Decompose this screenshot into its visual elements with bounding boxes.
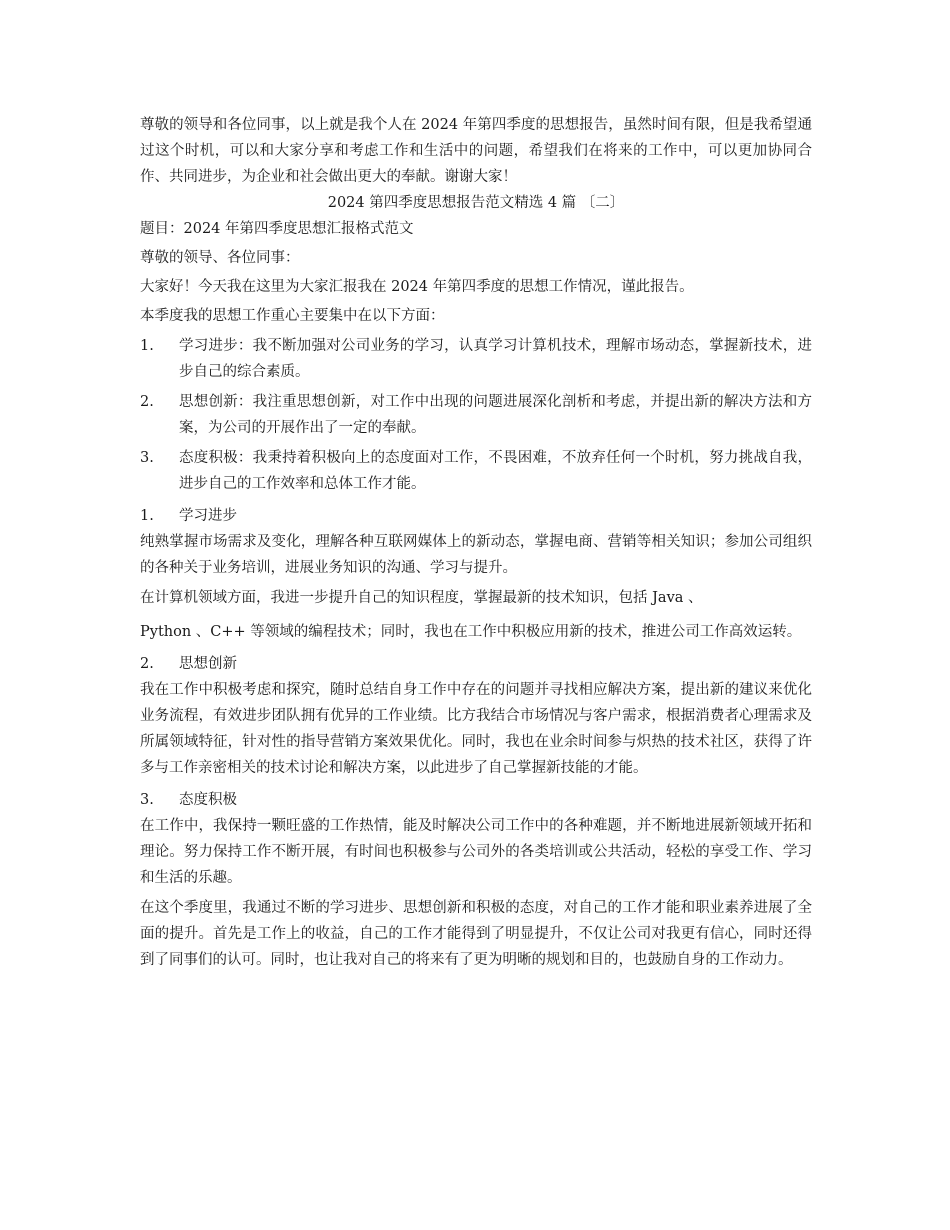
topic-line: 题目：2024 年第四季度思想汇报格式范文 [140, 221, 414, 237]
list-item-text: 学习进步：我不断加强对公司业务的学习，认真学习计算机技术，理解市场动态，掌握新技术，进步自己的综合素质。 [179, 338, 812, 380]
closing-paragraph: 尊敬的领导和各位同事，以上就是我个人在 2024 年第四季度的思想报告，虽然时间有限，但是我希望通过这个时机，可以和大家分享和考虑工作和生活中的问题，希望我们在将来的工作中，可以更加协同合作、共同进步，为企业和社会做出更大的奉献。谢谢大家！ [140, 117, 812, 185]
list-item-number: 1. [140, 338, 154, 354]
section-paragraph: 在计算机领域方面，我进一步提升自己的知识程度，掌握最新的技术知识，包括 Java 、 [140, 590, 703, 606]
section-paragraph: 在这个季度里，我通过不断的学习进步、思想创新和积极的态度，对自己的工作才能和职业素养进展了全面的提升。首先是工作上的收益，自己的工作才能得到了明显提升，不仅让公司对我更有信心，同时还得到了同事们的认可。同时，也让我对自己的将来有了更为明晰的规划和目的，也鼓励自身的工作动力。 [140, 900, 812, 968]
section-paragraph: 在工作中，我保持一颗旺盛的工作热情，能及时解决公司工作中的各种难题，并不断地进展新领域开拓和理论。努力保持工作不断开展，有时间也积极参与公司外的各类培训或公共活动，轻松的享受工作、学习和生活的乐趣。 [140, 818, 812, 886]
section-heading [140, 651, 812, 677]
focus-list [140, 333, 812, 497]
section-paragraph: Python 、C++ 等领域的编程技术；同时，我也在工作中积极应用新的技术，推进公司工作高效运转。 [140, 624, 802, 640]
list-item-text: 思想创新：我注重思想创新，对工作中出现的问题进展深化剖析和考虑，并提出新的解决方法和方案，为公司的开展作出了一定的奉献。 [179, 394, 812, 436]
list-item [140, 445, 812, 497]
section-title: 2024 第四季度思想报告范文精选 4 篇 〔二〕 [327, 195, 625, 211]
greeting: 大家好！今天我在这里为大家汇报我在 2024 年第四季度的思想工作情况，谨此报告。 [140, 279, 694, 295]
section-number: 1. [140, 508, 154, 524]
list-item-number: 3. [140, 450, 154, 466]
section-heading [140, 787, 812, 813]
salutation: 尊敬的领导、各位同事： [140, 250, 300, 266]
list-item [140, 333, 812, 385]
section-heading [140, 503, 812, 529]
section-heading-text: 学习进步 [179, 508, 237, 524]
list-item-number: 2. [140, 394, 154, 410]
section-number: 3. [140, 792, 154, 808]
section-paragraph: 我在工作中积极考虑和探究，随时总结自身工作中存在的问题并寻找相应解决方案，提出新的建议来优化业务流程，有效进步团队拥有优异的工作业绩。比方我结合市场情况与客户需求，根据消费者心理需求及所属领域特征，针对性的指导营销方案效果优化。同时，我也在业余时间参与炽热的技术社区，获得了许多与工作亲密相关的技术讨论和解决方案，以此进步了自己掌握新技能的才能。 [140, 682, 812, 776]
section-number: 2. [140, 656, 154, 672]
list-item-text: 态度积极：我秉持着积极向上的态度面对工作，不畏困难，不放弃任何一个时机，努力挑战自我，进步自己的工作效率和总体工作才能。 [179, 450, 812, 492]
section-heading-text: 态度积极 [179, 792, 237, 808]
section-heading-text: 思想创新 [179, 656, 237, 672]
list-item [140, 389, 812, 441]
focus-intro: 本季度我的思想工作重心主要集中在以下方面： [140, 308, 445, 324]
document-page [140, 112, 812, 977]
section-paragraph: 纯熟掌握市场需求及变化，理解各种互联网媒体上的新动态，掌握电商、营销等相关知识；参加公司组织的各种关于业务培训，进展业务知识的沟通、学习与提升。 [140, 534, 812, 576]
